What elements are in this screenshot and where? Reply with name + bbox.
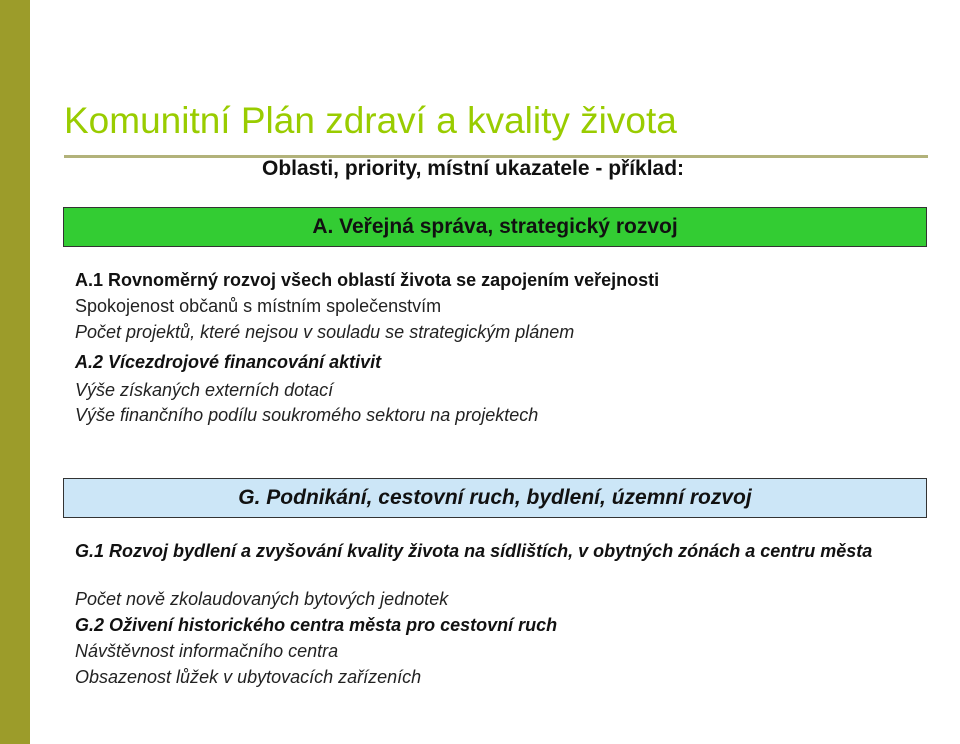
priority-g2: G.2 Oživení historického centra města pro cestovní ruch — [75, 615, 558, 635]
page-subtitle: Oblasti, priority, místní ukazatele - příklad: — [262, 157, 685, 180]
left-accent-bar — [0, 0, 30, 744]
indicator-a2-2: Výše finančního podílu soukromého sektoru na projektech — [75, 405, 539, 425]
indicator-g1-1: Počet nově zkolaudovaných bytových jednotek — [75, 589, 449, 609]
priority-a2: A.2 Vícezdrojové financování aktivit — [75, 352, 382, 372]
priority-a1: A.1 Rovnoměrný rozvoj všech oblastí života se zapojením veřejnosti — [75, 270, 660, 290]
indicator-a1-2: Počet projektů, které nejsou v souladu se strategickým plánem — [75, 322, 575, 342]
indicator-a1-1: Spokojenost občanů s místním společenstvím — [75, 296, 442, 316]
indicator-a2-1: Výše získaných externích dotací — [75, 380, 334, 400]
page-title: Komunitní Plán zdraví a kvality života — [64, 100, 677, 141]
section-g-header: G. Podnikání, cestovní ruch, bydlení, územní rozvoj — [63, 478, 927, 518]
indicator-g2-2: Obsazenost lůžek v ubytovacích zařízeních — [75, 667, 422, 687]
indicator-g2-1: Návštěvnost informačního centra — [75, 641, 339, 661]
section-a-header: A. Veřejná správa, strategický rozvoj — [63, 207, 927, 247]
priority-g1: G.1 Rozvoj bydlení a zvyšování kvality života na sídlištích, v obytných zónách a centru města — [75, 541, 873, 561]
